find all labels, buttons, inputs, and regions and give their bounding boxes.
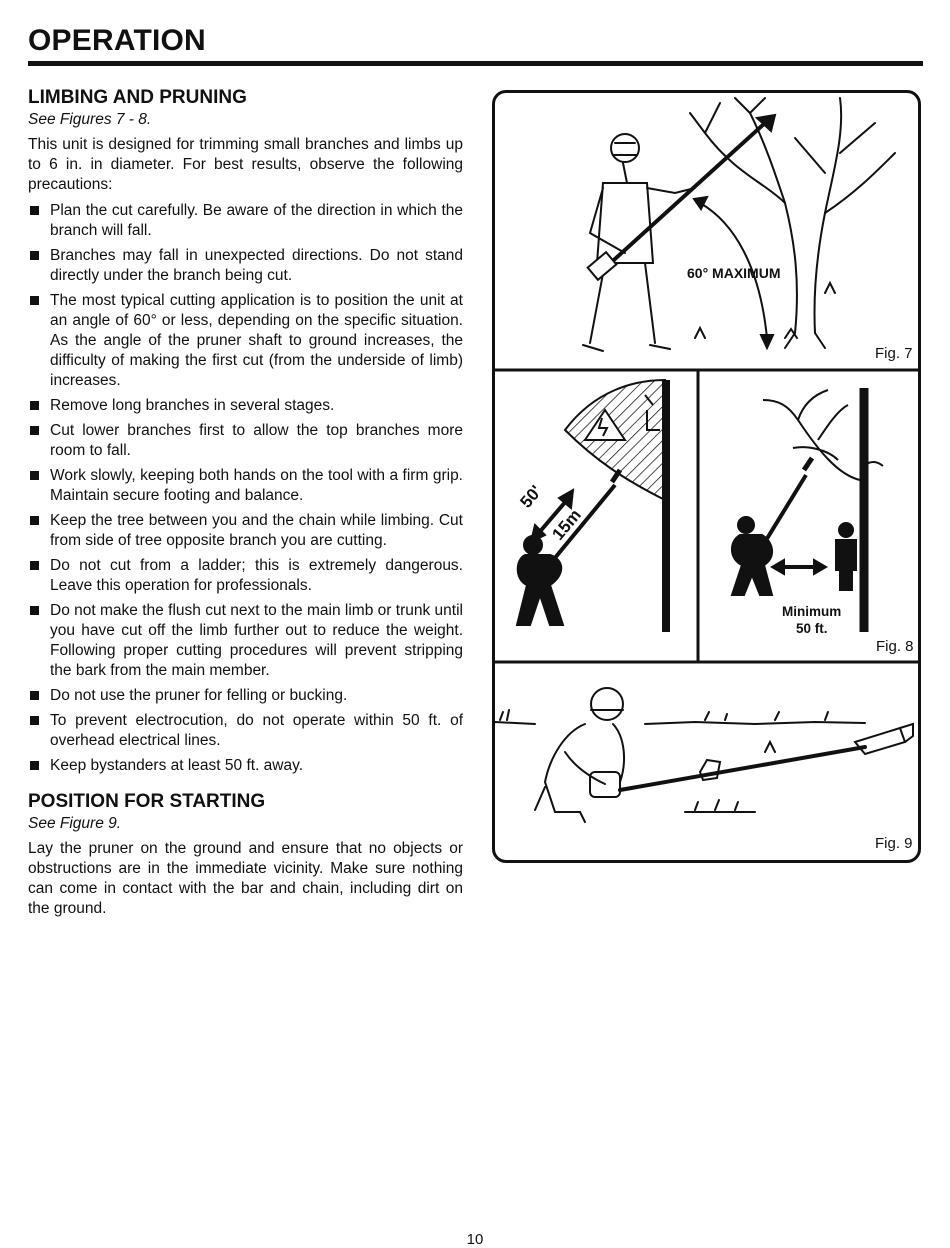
starting-position-illustration <box>495 662 918 860</box>
bullet-icon <box>30 561 39 570</box>
limbing-figure-reference: See Figures 7 - 8. <box>28 111 152 128</box>
figures-frame <box>492 90 921 863</box>
page-number: 10 <box>466 1231 484 1248</box>
figure-7-label: Fig. 7 <box>875 345 913 362</box>
bullet-icon <box>30 716 39 725</box>
list-item <box>28 396 463 416</box>
list-item-text: To prevent electrocution, do not operate within 50 ft. of overhead electrical lines. <box>50 712 463 749</box>
bullet-icon <box>30 426 39 435</box>
starting-figure-reference: See Figure 9. <box>28 815 122 832</box>
list-item <box>28 711 463 751</box>
minimum-label: Minimum <box>782 604 842 619</box>
list-item-text: Work slowly, keeping both hands on the tool with a firm grip. Maintain secure footing and balance. <box>50 467 463 504</box>
list-item <box>28 201 463 241</box>
list-item <box>28 686 463 706</box>
list-item-text: Keep the tree between you and the chain while limbing. Cut from side of tree opposite branch you are cutting. <box>50 512 463 549</box>
list-item <box>28 511 463 551</box>
list-item-text: Do not use the pruner for felling or bucking. <box>50 687 348 704</box>
limbing-intro: This unit is designed for trimming small branches and limbs up to 6 in. in diameter. For best results, observe the following precautions: <box>28 136 463 193</box>
list-item <box>28 756 463 776</box>
list-item <box>28 291 463 391</box>
list-item-text: Do not cut from a ladder; this is extremely dangerous. Leave this operation for professionals. <box>50 557 463 594</box>
list-item-text: Remove long branches in several stages. <box>50 397 335 414</box>
list-item <box>28 421 463 461</box>
list-item-text: Plan the cut carefully. Be aware of the direction in which the branch will fall. <box>50 202 463 239</box>
angle-callout: 60° MAXIMUM <box>687 265 781 281</box>
page-title: OPERATION <box>28 24 206 57</box>
bullet-icon <box>30 471 39 480</box>
bullet-icon <box>30 401 39 410</box>
figure-9-panel <box>495 662 918 860</box>
list-item-text: Cut lower branches first to allow the top branches more room to fall. <box>50 422 463 459</box>
bullet-icon <box>30 606 39 615</box>
bullet-icon <box>30 206 39 215</box>
figure-8-right-panel <box>698 370 918 662</box>
list-item <box>28 466 463 506</box>
pruning-operator-illustration <box>495 93 918 370</box>
bullet-icon <box>30 516 39 525</box>
list-item-text: Do not make the flush cut next to the main limb or trunk until you have cut off the limb further out to reduce the weight. Following proper cutting procedures will prevent stripping the bark from the main member. <box>50 602 463 679</box>
starting-heading: POSITION FOR STARTING <box>28 791 266 812</box>
starting-body: Lay the pruner on the ground and ensure that no objects or obstructions are in the immediate vicinity. Make sure nothing can come in contact with the bar and chain, including dirt on the ground. <box>28 840 463 917</box>
bullet-icon <box>30 761 39 770</box>
list-item <box>28 246 463 286</box>
list-item-text: Keep bystanders at least 50 ft. away. <box>50 757 304 774</box>
figure-7-panel <box>495 93 918 370</box>
power-line-distance-illustration <box>495 370 698 662</box>
bullet-icon <box>30 691 39 700</box>
minimum-distance: 50 ft. <box>796 621 828 636</box>
bullet-icon <box>30 251 39 260</box>
bullet-icon <box>30 296 39 305</box>
title-rule <box>28 61 923 66</box>
list-item <box>28 601 463 681</box>
list-item-text: Branches may fall in unexpected directions. Do not stand directly under the branch being cut. <box>50 247 463 284</box>
figure-8-label: Fig. 8 <box>876 638 914 655</box>
list-item-text: The most typical cutting application is to position the unit at an angle of 60° or less, depending on the specific situation. As the angle of the pruner shaft to ground increases, the difficulty of making the first cut (from the underside of limb) increases. <box>50 292 463 389</box>
text-column <box>28 86 463 925</box>
precautions-list <box>28 201 463 776</box>
distance-meters: 15m <box>548 505 585 544</box>
distance-feet: 50' <box>516 481 546 512</box>
figure-8-left-panel <box>495 370 698 662</box>
limbing-heading: LIMBING AND PRUNING <box>28 87 247 108</box>
figure-9-label: Fig. 9 <box>875 835 913 852</box>
list-item <box>28 556 463 596</box>
